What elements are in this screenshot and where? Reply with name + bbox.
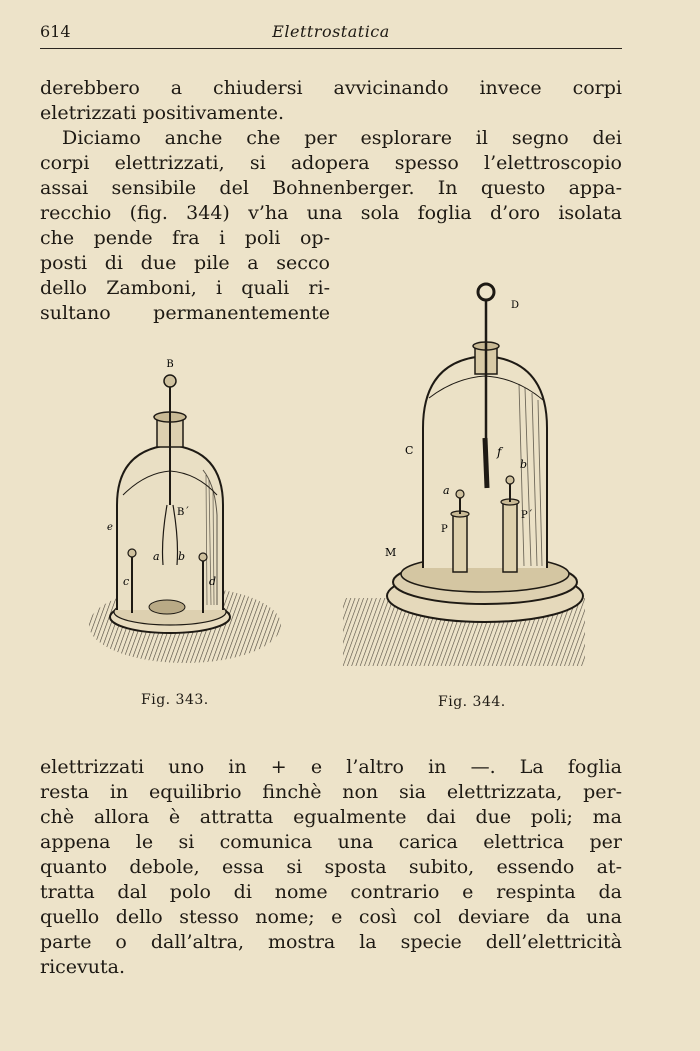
text-line: quello dello stesso nome; e così col deviare da una (40, 906, 622, 928)
text-line: corpi elettrizzati, si adopera spesso l’elettroscopio (40, 152, 622, 174)
figure-344-electroscope (335, 278, 595, 678)
header-rule (40, 48, 622, 49)
text-line: derebbero a chiudersi avvicinando invece corpi (40, 77, 622, 99)
paragraph-bottom (40, 755, 622, 980)
text-line: quanto debole, essa si sposta subito, essendo at- (40, 856, 622, 878)
fig343-label-inner: B´ (177, 507, 190, 518)
figure-343-caption: Fig. 343. (141, 692, 209, 708)
text-line: posti di due pile a secco (40, 252, 330, 274)
fig343-label-a: a (153, 550, 160, 563)
running-title: Elettrostatica (272, 22, 390, 41)
text-line: resta in equilibrio finchè non sia elettrizzata, per- (40, 781, 622, 803)
text-line: parte o dall’altra, mostra la specie dell’elettricità (40, 931, 622, 953)
fig343-label-d: d (209, 575, 217, 588)
fig344-label-b: b (520, 458, 528, 471)
page-number: 614 (40, 22, 71, 41)
paragraph-top (40, 76, 622, 126)
fig344-label-p-prime: P´ (521, 510, 533, 521)
page-header (40, 20, 622, 46)
fig344-label-d: D (511, 300, 520, 311)
text-line: chè allora è attratta egualmente dai due poli; ma (40, 806, 622, 828)
text-line: assai sensibile del Bohnenberger. In questo appa- (40, 177, 622, 199)
fig343-label-e: e (107, 522, 113, 533)
fig343-label-b: b (178, 550, 186, 563)
fig343-label-top: B (166, 359, 174, 370)
fig344-label-a: a (443, 484, 450, 497)
text-line: appena le si comunica una carica elettrica per (40, 831, 622, 853)
fig344-label-p: P (441, 524, 448, 535)
fig344-label-c: C (405, 444, 414, 457)
text-line: dello Zamboni, i quali ri- (40, 277, 330, 299)
text-line: tratta dal polo di nome contrario e respinta da (40, 881, 622, 903)
text-line: che pende fra i poli op- (40, 227, 330, 249)
fig344-label-f: f (497, 445, 502, 459)
text-line: ricevuta. (40, 956, 126, 978)
text-line: recchio (fig. 344) v’ha una sola foglia d’oro isolata (40, 202, 622, 224)
fig344-label-m: M (385, 546, 397, 559)
text-line: elettrizzati uno in + e l’altro in —. La foglia (40, 756, 622, 778)
text-line: eletrizzati positivamente. (40, 102, 285, 124)
figure-343-electroscope (85, 355, 285, 675)
fig343-label-c: c (123, 575, 130, 588)
text-line: Diciamo anche che per esplorare il segno dei (62, 127, 622, 149)
figure-344-caption: Fig. 344. (438, 694, 506, 710)
text-line: sultano permanentemente (40, 302, 330, 324)
